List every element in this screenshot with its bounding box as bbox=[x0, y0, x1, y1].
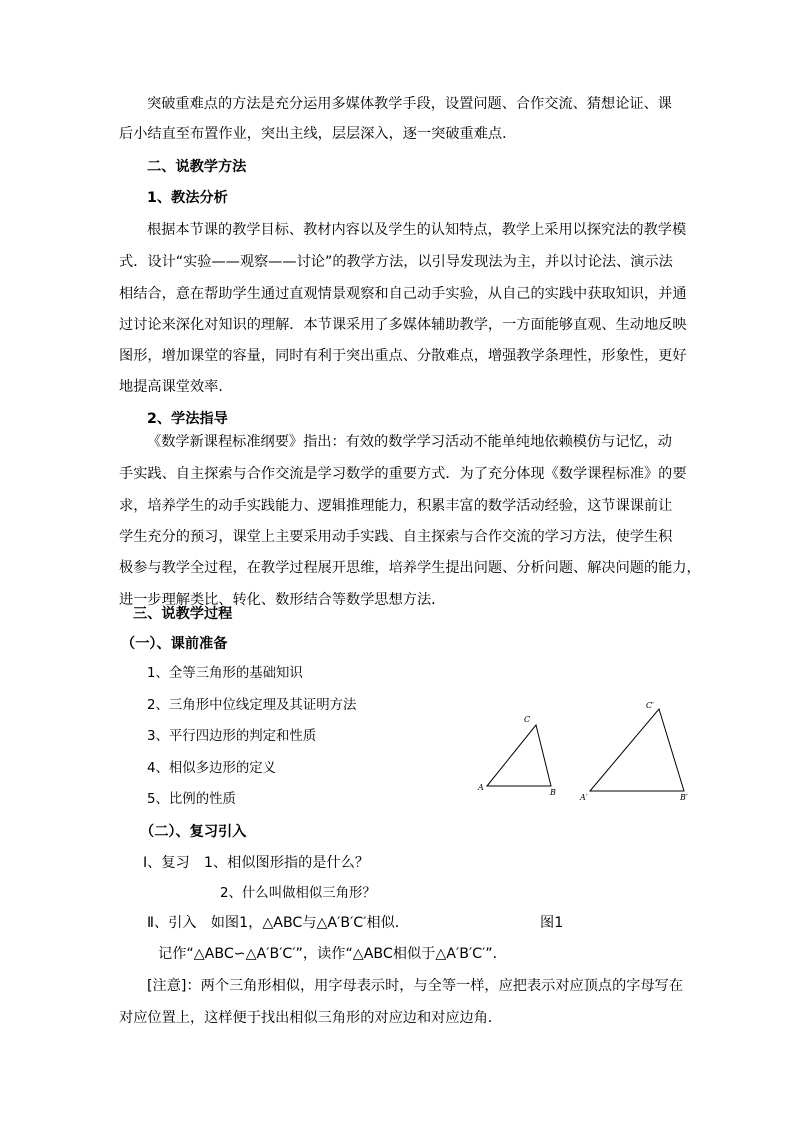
paragraph-line: 后小结直至布置作业，突出主线，层层深入，逐一突破重难点． bbox=[119, 126, 517, 142]
review-line: Ⅰ、复习 1、相似图形指的是什么？ bbox=[143, 855, 370, 871]
list-item: 4、相似多边形的定义 bbox=[147, 761, 277, 776]
vertex-label-b-prime: B′ bbox=[680, 793, 688, 802]
vertex-label-b: B bbox=[550, 788, 556, 797]
subsection-heading: （二）、复习引入 bbox=[140, 824, 247, 840]
paragraph-line: 学生充分的预习，课堂上主要采用动手实践、自主探索与合作交流的学习方法，使学生积 bbox=[119, 529, 673, 545]
section-heading: 二、说教学方法 bbox=[147, 159, 247, 175]
paragraph-line: 极参与教学全过程，在教学过程展开思维，培养学生提出问题、分析问题、解决问题的能力， bbox=[119, 560, 701, 576]
paragraph-line: 地提高课堂效率． bbox=[119, 379, 233, 395]
paragraph-line: 突破重难点的方法是充分运用多媒体教学手段，设置问题、合作交流、猜想论证、课 bbox=[147, 96, 672, 112]
note-line: [注意]：两个三角形相似，用字母表示时，与全等一样，应把表示对应顶点的字母写在 bbox=[147, 978, 684, 994]
list-item: 5、比例的性质 bbox=[147, 792, 236, 807]
subsection-heading: 2、学法指导 bbox=[147, 411, 228, 427]
paragraph-line: 《数学新课程标准纲要》指出：有效的数学学习活动不能单纯地依赖模仿与记忆，动 bbox=[147, 434, 672, 450]
review-line: 2、什么叫做相似三角形？ bbox=[220, 886, 376, 901]
vertex-label-c-prime: C′ bbox=[646, 701, 654, 710]
paragraph-line: 相结合，意在帮助学生通过直观情景观察和自己动手实验，从自己的实践中获取知识，并通 bbox=[119, 286, 687, 302]
notation-line: 记作“△ABC∽△A′B′C′”，读作“△ABC相似于△A′B′C′”． bbox=[158, 946, 507, 962]
vertex-label-a-prime: A′ bbox=[580, 793, 588, 802]
paragraph-line: 图形，增加课堂的容量，同时有利于突出重点、分散难点，增强教学条理性，形象性，更好 bbox=[119, 348, 687, 364]
paragraph-line: 手实践、自主探索与合作交流是学习数学的重要方式．为了充分体现《数学课程标准》的要 bbox=[119, 466, 687, 482]
intro-line: Ⅱ、引入 如图1，△ABC与△A′B′C′相似． bbox=[147, 915, 409, 931]
figure-caption: 图1 bbox=[540, 915, 564, 931]
section-heading: 三、说教学过程 bbox=[133, 606, 233, 622]
paragraph-line: 根据本节课的教学目标、教材内容以及学生的认知特点，教学上采用以探究法的教学模 bbox=[147, 222, 687, 238]
list-item: 2、三角形中位线定理及其证明方法 bbox=[147, 698, 357, 713]
subsection-heading: （一）、课前准备 bbox=[121, 636, 228, 652]
list-item: 1、全等三角形的基础知识 bbox=[147, 666, 303, 681]
triangle-abc bbox=[487, 725, 551, 786]
list-item: 3、平行四边形的判定和性质 bbox=[147, 729, 317, 744]
vertex-label-c: C bbox=[524, 715, 531, 724]
paragraph-line: 进一步理解类比、转化、数形结合等数学思想方法． bbox=[119, 592, 446, 608]
subsection-heading: 1、教法分析 bbox=[147, 190, 228, 206]
triangle-a-prime-b-prime-c-prime bbox=[590, 709, 684, 791]
vertex-label-a: A bbox=[478, 783, 484, 792]
paragraph-line: 式．设计“实验——观察——讨论”的教学方法，以引导发现法为主，并以讨论法、演示法 bbox=[119, 254, 673, 270]
note-line: 对应位置上，这样便于找出相似三角形的对应边和对应边角． bbox=[119, 1010, 503, 1026]
paragraph-line: 过讨论来深化对知识的理解．本节课采用了多媒体辅助教学，一方面能够直观、生动地反映 bbox=[119, 317, 687, 333]
paragraph-line: 求，培养学生的动手实践能力、逻辑推理能力，积累丰富的数学活动经验，这节课课前让 bbox=[119, 498, 673, 514]
